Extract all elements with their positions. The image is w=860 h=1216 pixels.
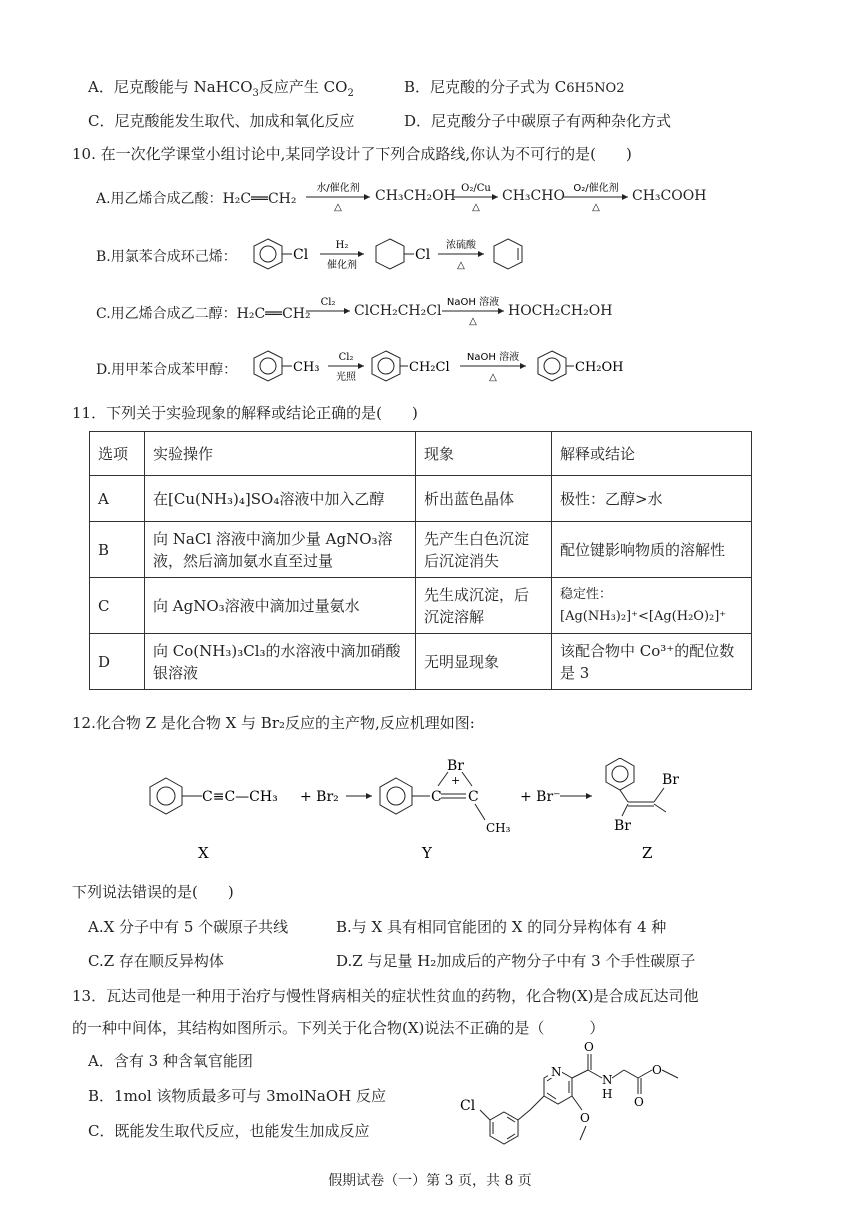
header-option: 选项 bbox=[90, 432, 145, 476]
svg-text:O: O bbox=[634, 1095, 644, 1109]
table-header-row bbox=[90, 432, 752, 476]
header-conclusion: 解释或结论 bbox=[552, 432, 752, 476]
row-option: B bbox=[90, 522, 145, 578]
route-d-arrow-2 bbox=[458, 348, 530, 384]
q12-prompt: 下列说法错误的是( ) bbox=[72, 883, 234, 901]
svg-text:Cl₂: Cl₂ bbox=[338, 352, 354, 363]
svg-text:Cl: Cl bbox=[415, 247, 431, 263]
route-c-product-1: ClCH₂CH₂Cl bbox=[354, 303, 442, 319]
svg-text:CH₂OH: CH₂OH bbox=[575, 360, 624, 375]
q13-option-a: A．含有 3 种含氧官能团 bbox=[88, 1052, 253, 1070]
q13-stem-line1: 13．瓦达司他是一种用于治疗与慢性肾病相关的症状性贫血的药物，化合物(X)是合成瓦达司他 bbox=[72, 987, 699, 1005]
svg-text:浓硫酸: 浓硫酸 bbox=[446, 240, 476, 251]
row-phenomenon: 先产生白色沉淀后沉淀消失 bbox=[416, 522, 552, 578]
compound-x-structure bbox=[456, 1040, 706, 1155]
route-b-arrow-2 bbox=[436, 236, 488, 272]
reaction-mechanism bbox=[140, 758, 720, 868]
q12-option-b: B.与 X 具有相同官能团的 X 的同分异构体有 4 种 bbox=[336, 918, 667, 936]
svg-text:Cl₂: Cl₂ bbox=[320, 297, 336, 308]
svg-text:△: △ bbox=[334, 202, 342, 213]
row-conclusion: 极性：乙醇>水 bbox=[552, 476, 752, 522]
experiment-table bbox=[89, 431, 752, 690]
svg-text:Br: Br bbox=[662, 772, 679, 788]
page-footer: 假期试卷（一）第 3 页，共 8 页 bbox=[328, 1173, 532, 1189]
svg-text:△: △ bbox=[489, 372, 497, 383]
svg-text:△: △ bbox=[457, 260, 465, 271]
q9-option-d: D．尼克酸分子中碳原子有两种杂化方式 bbox=[404, 112, 672, 130]
label-x: X bbox=[198, 844, 209, 862]
row-operation: 向 NaCl 溶液中滴加少量 AgNO₃溶液，然后滴加氨水直至过量 bbox=[145, 522, 416, 578]
q13-option-c: C．既能发生取代反应，也能发生加成反应 bbox=[88, 1122, 370, 1140]
route-d-arrow-1 bbox=[326, 348, 368, 384]
row-phenomenon: 无明显现象 bbox=[416, 634, 552, 690]
svg-text:Br: Br bbox=[447, 758, 464, 774]
row-operation: 在[Cu(NH₃)₄]SO₄溶液中加入乙醇 bbox=[145, 476, 416, 522]
row-conclusion: 该配合物中 Co³⁺的配位数是 3 bbox=[552, 634, 752, 690]
route-a-product-2: CH₃CHO bbox=[502, 188, 565, 204]
route-c-arrow-1 bbox=[304, 294, 354, 328]
row-option: A bbox=[90, 476, 145, 522]
route-c-arrow-2 bbox=[440, 294, 508, 328]
svg-text:O: O bbox=[652, 1063, 662, 1077]
q9-option-b: B．尼克酸的分子式为 C6H5NO2 bbox=[404, 78, 625, 96]
route-a-product-3: CH₃COOH bbox=[632, 188, 707, 204]
svg-text:O₂/Cu: O₂/Cu bbox=[461, 183, 491, 194]
route-c-product-2: HOCH₂CH₂OH bbox=[508, 303, 613, 319]
svg-text:O: O bbox=[580, 1111, 590, 1125]
q11-stem: 11．下列关于实验现象的解释或结论正确的是( ) bbox=[72, 404, 418, 422]
svg-text:N: N bbox=[602, 1073, 613, 1087]
row-operation: 向 AgNO₃溶液中滴加过量氨水 bbox=[145, 578, 416, 634]
svg-text:C: C bbox=[431, 789, 442, 805]
svg-text:CH₂Cl: CH₂Cl bbox=[409, 360, 450, 375]
q9-option-a: A．尼克酸能与 NaHCO$_3$反应产生 $CO_2$ bbox=[88, 78, 354, 99]
table-row bbox=[90, 578, 752, 634]
svg-text:H: H bbox=[602, 1087, 613, 1101]
svg-text:Cl: Cl bbox=[293, 247, 309, 263]
table-row bbox=[90, 476, 752, 522]
svg-text:NaOH 溶液: NaOH 溶液 bbox=[446, 297, 500, 308]
row-conclusion: 配位键影响物质的溶解性 bbox=[552, 522, 752, 578]
toluene-structure bbox=[250, 348, 324, 384]
header-operation: 实验操作 bbox=[145, 432, 416, 476]
table-row bbox=[90, 522, 752, 578]
route-a-arrow-1 bbox=[304, 180, 374, 214]
header-phenomenon: 现象 bbox=[416, 432, 552, 476]
svg-text:光照: 光照 bbox=[336, 372, 356, 383]
q13-option-b: B．1mol 该物质最多可与 3molNaOH 反应 bbox=[88, 1087, 386, 1105]
route-a-arrow-3 bbox=[562, 180, 632, 214]
route-b-arrow-1 bbox=[318, 236, 368, 272]
compound-x bbox=[150, 778, 278, 814]
chlorocyclohexane-structure bbox=[372, 236, 432, 272]
svg-text:O₂/催化剂: O₂/催化剂 bbox=[573, 183, 619, 194]
svg-text:△: △ bbox=[472, 202, 480, 213]
svg-text:水/催化剂: 水/催化剂 bbox=[316, 183, 360, 194]
route-a-product-1: CH₃CH₂OH bbox=[375, 188, 456, 204]
row-option: C bbox=[90, 578, 145, 634]
route-c: C.用乙烯合成乙二醇：H₂C══CH₂ bbox=[96, 306, 311, 322]
plus-br-minus: + Br⁻ bbox=[520, 789, 561, 805]
compound-z bbox=[606, 758, 679, 834]
route-b-label: B.用氯苯合成环己烯： bbox=[96, 249, 237, 265]
benzyl-alcohol-structure bbox=[534, 348, 630, 384]
row-phenomenon: 析出蓝色晶体 bbox=[416, 476, 552, 522]
route-a-arrow-2 bbox=[452, 180, 502, 214]
table-row bbox=[90, 634, 752, 690]
route-a: A.用乙烯合成乙酸：H₂C══CH₂ bbox=[96, 191, 297, 207]
chlorobenzene-structure bbox=[250, 236, 310, 272]
svg-text:Cl: Cl bbox=[460, 1098, 476, 1114]
svg-text:C≡C—CH₃: C≡C—CH₃ bbox=[202, 789, 278, 805]
row-phenomenon: 先生成沉淀，后沉淀溶解 bbox=[416, 578, 552, 634]
svg-text:CH₃: CH₃ bbox=[293, 360, 320, 375]
svg-text:O: O bbox=[584, 1040, 594, 1054]
q12-option-a: A.X 分子中有 5 个碳原子共线 bbox=[88, 918, 289, 936]
svg-text:+: + bbox=[451, 774, 461, 787]
q9-option-c: C．尼克酸能发生取代、加成和氧化反应 bbox=[88, 112, 355, 130]
compound-y bbox=[380, 758, 511, 835]
svg-text:CH₃: CH₃ bbox=[486, 821, 511, 835]
svg-text:催化剂: 催化剂 bbox=[327, 260, 357, 271]
cyclohexene-structure bbox=[490, 236, 530, 272]
svg-text:C: C bbox=[468, 789, 479, 805]
q12-option-c: C.Z 存在顺反异构体 bbox=[88, 952, 224, 970]
svg-text:△: △ bbox=[592, 202, 600, 213]
label-y: Y bbox=[422, 844, 432, 862]
svg-text:△: △ bbox=[469, 316, 477, 327]
route-d-label: D.用甲苯合成苯甲醇： bbox=[96, 362, 238, 378]
row-operation: 向 Co(NH₃)₃Cl₃的水溶液中滴加硝酸银溶液 bbox=[145, 634, 416, 690]
svg-text:N: N bbox=[551, 1065, 562, 1079]
plus-br2: + Br₂ bbox=[300, 789, 339, 805]
svg-text:NaOH 溶液: NaOH 溶液 bbox=[466, 352, 520, 363]
row-conclusion: 稳定性：[Ag(NH₃)₂]⁺<[Ag(H₂O)₂]⁺ bbox=[552, 578, 752, 634]
benzyl-chloride-structure bbox=[368, 348, 458, 384]
q12-stem: 12.化合物 Z 是化合物 X 与 Br₂反应的主产物,反应机理如图: bbox=[72, 714, 475, 732]
row-option: D bbox=[90, 634, 145, 690]
q12-option-d: D.Z 与足量 H₂加成后的产物分子中有 3 个手性碳原子 bbox=[336, 952, 696, 970]
label-z: Z bbox=[642, 844, 653, 862]
q13-stem-line2: 的一种中间体，其结构如图所示。下列关于化合物(X)说法不正确的是（ ） bbox=[72, 1019, 605, 1037]
svg-text:Br: Br bbox=[614, 818, 631, 834]
svg-text:H₂: H₂ bbox=[335, 240, 349, 251]
q10-stem: 10. 在一次化学课堂小组讨论中,某同学设计了下列合成路线,你认为不可行的是( ) bbox=[72, 145, 632, 163]
